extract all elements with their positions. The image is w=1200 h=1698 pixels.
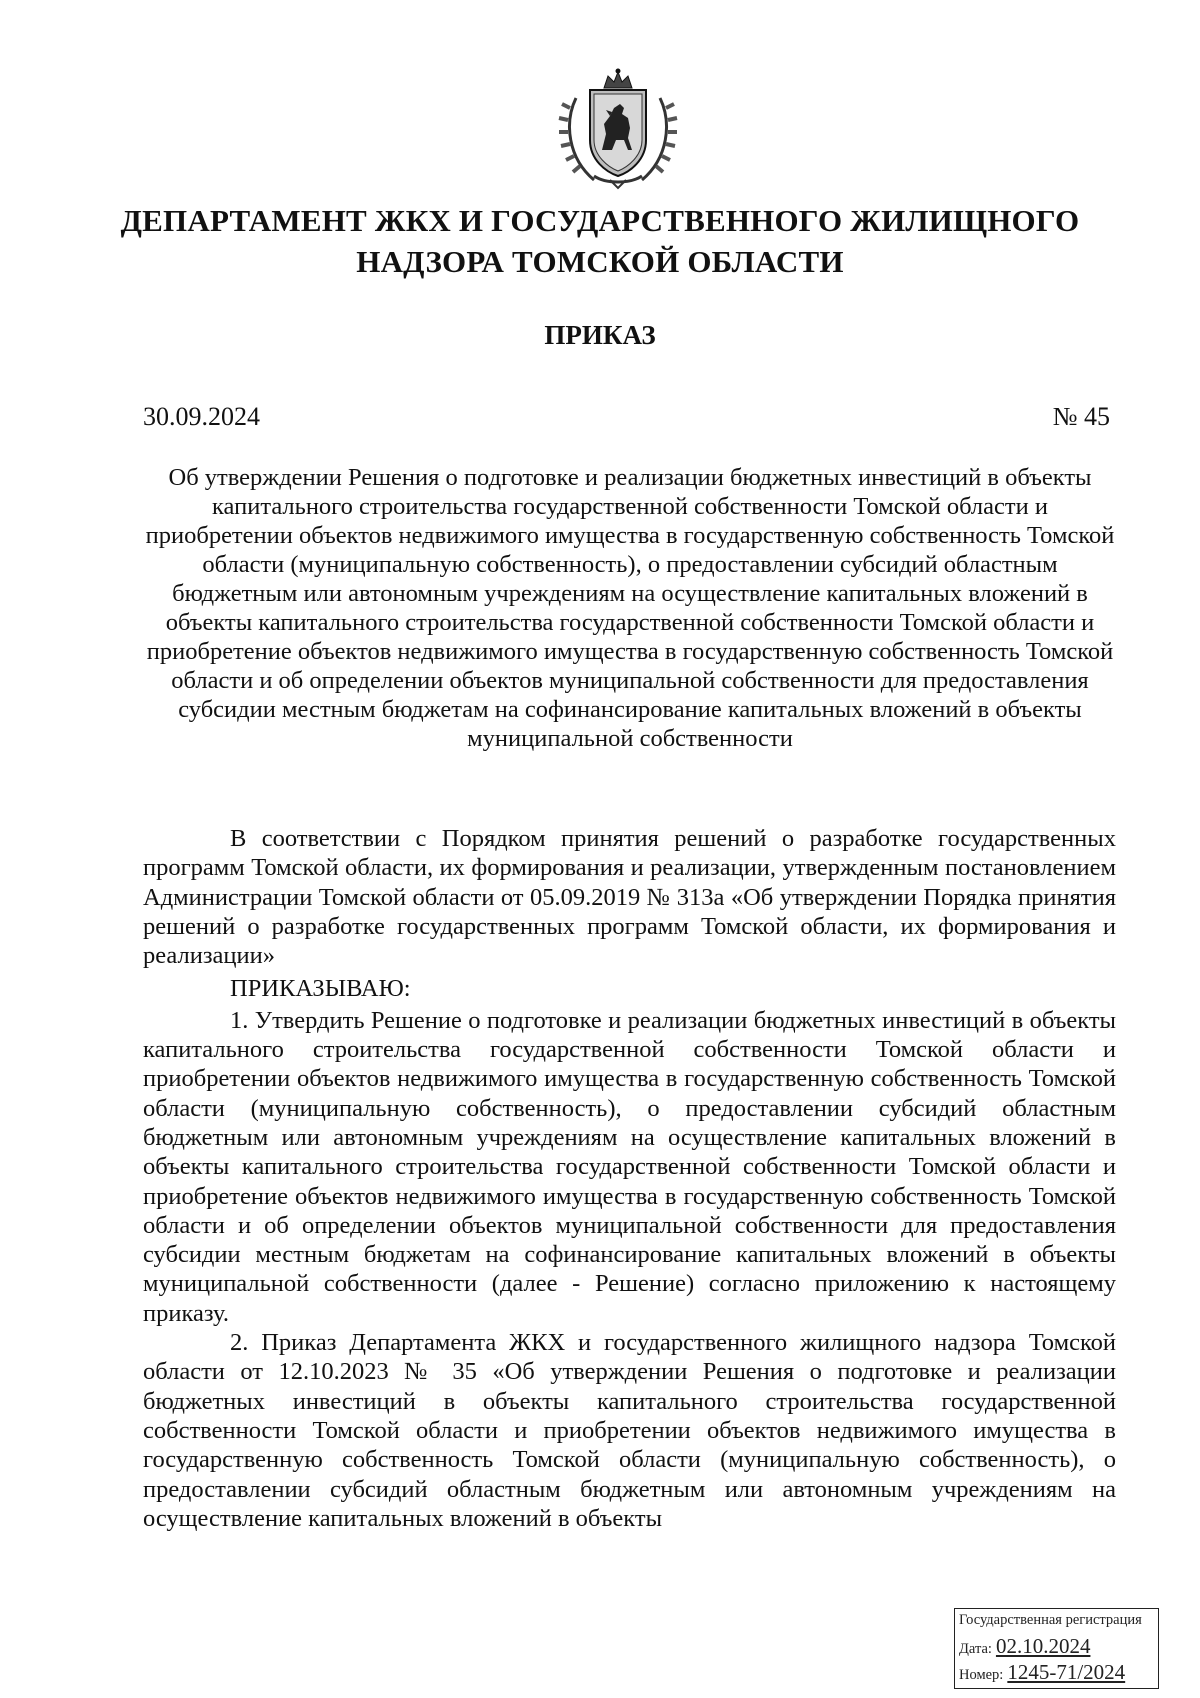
department-title: ДЕПАРТАМЕНТ ЖКХ И ГОСУДАРСТВЕННОГО ЖИЛИЩНОГО НАДЗОРА ТОМСКОЙ ОБЛАСТИ xyxy=(120,203,1080,279)
item-2-paragraph: 2. Приказ Департамента ЖКХ и государственного жилищного надзора Томской области от 12.10.2023 № 35 «Об утверждении Решения о подготовке и реализации бюджетных инвестиций в объекты капитального строительства государственной собственности Томской области и приобретении объектов недвижимого имущества в государственную собственность Томской области (муниципальную собственность), о предоставлении субсидий областным бюджетным или автономным учреждениям на осуществление капитальных вложений в объекты xyxy=(143,1329,1116,1532)
document-type-title: ПРИКАЗ xyxy=(544,320,656,350)
order-body xyxy=(143,824,1116,1533)
preamble-paragraph: В соответствии с Порядком принятия решений о разработке государственных программ Томской области, их формирования и реализации, утвержденным постановлением Администрации Томской области от 05.09.2019 № 313а «Об утверждении Порядка принятия решений о разработке государственных программ Томской области, их формирования и реализации» xyxy=(143,825,1116,970)
registration-stamp xyxy=(954,1608,1159,1689)
order-subject: Об утверждении Решения о подготовке и реализации бюджетных инвестиций в объекты капитального строительства государственной собственности Томской области и приобретении объектов недвижимого имущества в государственную собственность Томской области (муниципальную собственность), о предоставлении субсидий областным бюджетным или автономным учреждениям на осуществление капитальных вложений в объекты капитального строительства государственной собственности Томской области и приобретение объектов недвижимого имущества в государственную собственность Томской области и об определении объектов муниципальной собственности для предоставления субсидии местным бюджетам на софинансирование капитальных вложений в объекты муниципальной собственности xyxy=(145,464,1115,752)
order-number: № 45 xyxy=(1052,402,1110,431)
registration-title: Государственная регистрация xyxy=(959,1612,1142,1628)
registration-number-row xyxy=(959,1660,1125,1685)
order-word: ПРИКАЗЫВАЮ: xyxy=(230,975,411,1003)
registration-number-value: 1245-71/2024 xyxy=(1007,1660,1126,1684)
registration-date-value: 02.10.2024 xyxy=(995,1634,1091,1658)
registration-number-label: Номер: xyxy=(959,1667,1004,1683)
registration-date-label: Дата: xyxy=(959,1641,992,1657)
order-date: 30.09.2024 xyxy=(143,402,260,431)
coat-of-arms-icon xyxy=(554,68,682,190)
item-1-paragraph: 1. Утвердить Решение о подготовке и реализации бюджетных инвестиций в объекты капитального строительства государственной собственности Томской области и приобретении объектов недвижимого имущества в государственную собственность Томской области (муниципальную собственность), о предоставлении субсидий областным бюджетным или автономным учреждениям на осуществление капитальных вложений в объекты капитального строительства государственной собственности Томской области и приобретение объектов недвижимого имущества в государственную собственность Томской области и об определении объектов муниципальной собственности для предоставления субсидии местным бюджетам на софинансирование капитальных вложений в объекты муниципальной собственности (далее - Решение) согласно приложению к настоящему приказу. xyxy=(143,1006,1116,1327)
registration-date-row xyxy=(959,1634,1090,1659)
